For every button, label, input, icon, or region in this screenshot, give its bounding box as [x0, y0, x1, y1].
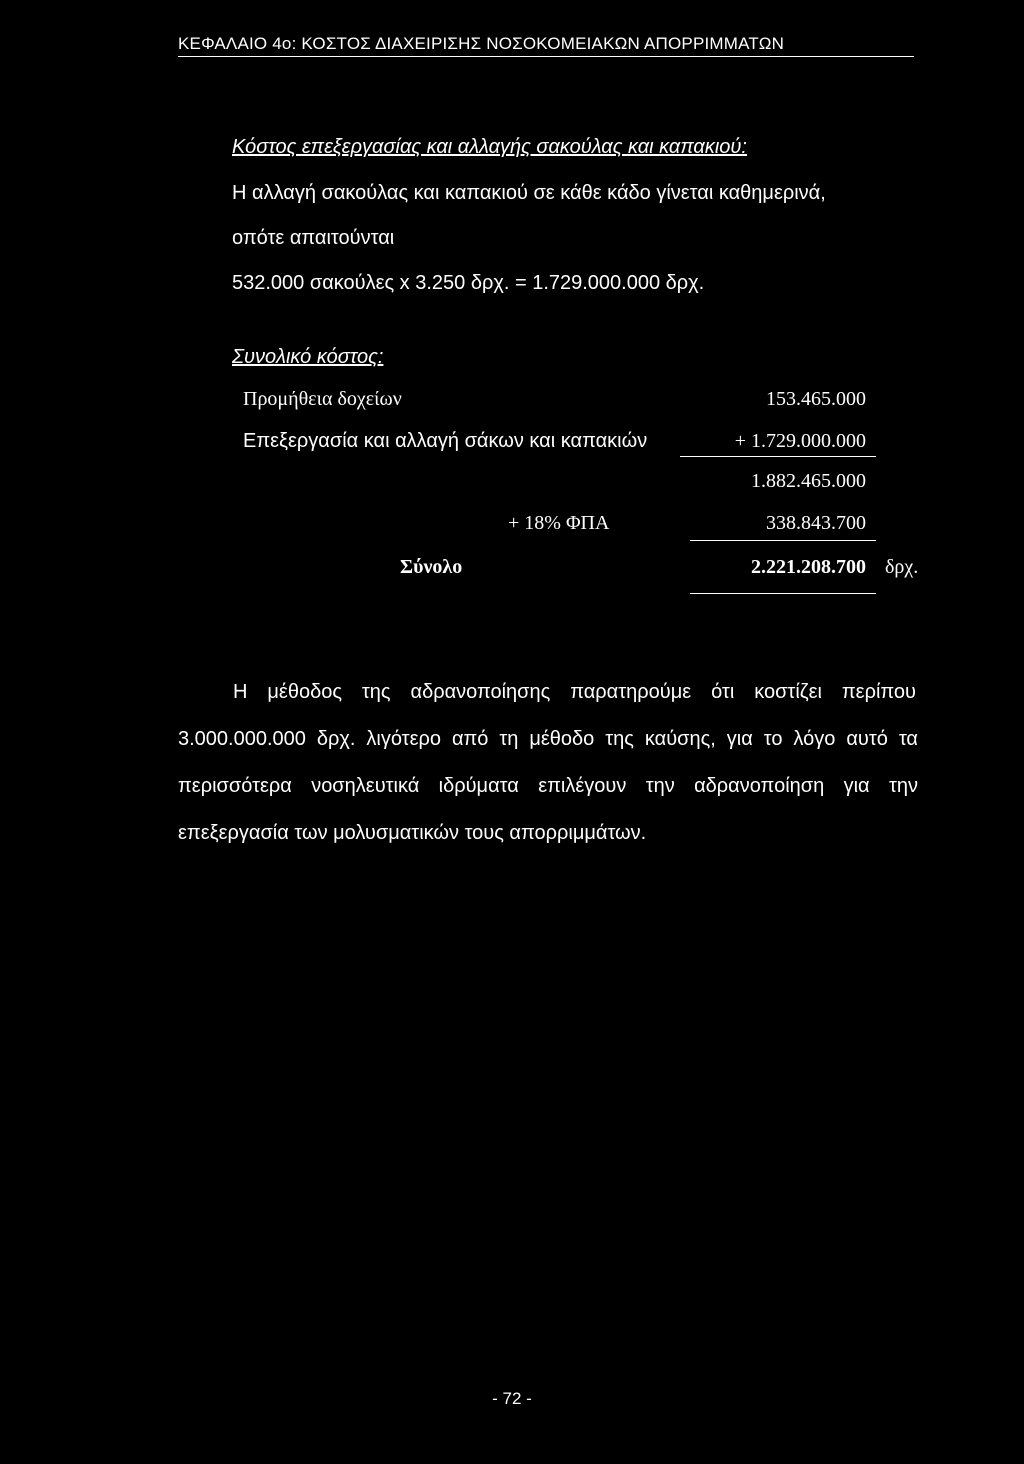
conclusion-line-2: 3.000.000.000 δρχ. λιγότερο από τη μέθοδο της καύσης, για το λόγο αυτό τα	[178, 728, 918, 750]
conclusion-line-1: Η μέθοδος της αδρανοποίησης παρατηρούμε ότι κοστίζει περίπου	[233, 681, 916, 703]
total-cost-title: Συνολικό κόστος:	[232, 346, 384, 368]
containers-value: 153.465.000	[766, 388, 866, 410]
processing-line-2: οπότε απαιτούνται	[232, 227, 395, 249]
processing-cost-title: Κόστος επεξεργασίας και αλλαγής σακούλας και καπακιού:	[232, 136, 747, 158]
subtotal-rule	[680, 456, 876, 457]
header-rule	[178, 56, 914, 57]
vat-rule	[690, 540, 876, 541]
sum-label: Σύνολο	[400, 556, 463, 578]
conclusion-line-4: επεξεργασία των μολυσματικών τους απορριμμάτων.	[178, 822, 647, 844]
vat-label: + 18% ΦΠΑ	[508, 512, 610, 534]
vat-value: 338.843.700	[766, 512, 866, 534]
processing-line-1: Η αλλαγή σακούλας και καπακιού σε κάθε κάδο γίνεται καθημερινά,	[232, 182, 826, 204]
processing-calculation: 532.000 σακούλες x 3.250 δρχ. = 1.729.000.000 δρχ.	[232, 272, 705, 294]
sum-rule	[690, 593, 876, 594]
chapter-header: ΚΕΦΑΛΑΙΟ 4ο: ΚΟΣΤΟΣ ΔΙΑΧΕΙΡΙΣΗΣ ΝΟΣΟΚΟΜΕΙΑΚΩΝ ΑΠΟΡΡΙΜΜΑΤΩΝ	[178, 34, 785, 53]
processing-value: + 1.729.000.000	[734, 430, 866, 452]
subtotal-value: 1.882.465.000	[751, 470, 866, 492]
conclusion-line-3: περισσότερα νοσηλευτικά ιδρύματα επιλέγουν την αδρανοποίηση για την	[178, 775, 918, 797]
processing-label: Επεξεργασία και αλλαγή σάκων και καπακιών	[243, 430, 648, 452]
sum-value: 2.221.208.700	[751, 556, 866, 578]
currency-label: δρχ.	[885, 556, 919, 578]
containers-label: Προμήθεια δοχείων	[243, 388, 402, 410]
conclusion-paragraph	[178, 669, 918, 857]
page-number: - 72 -	[492, 1389, 532, 1408]
